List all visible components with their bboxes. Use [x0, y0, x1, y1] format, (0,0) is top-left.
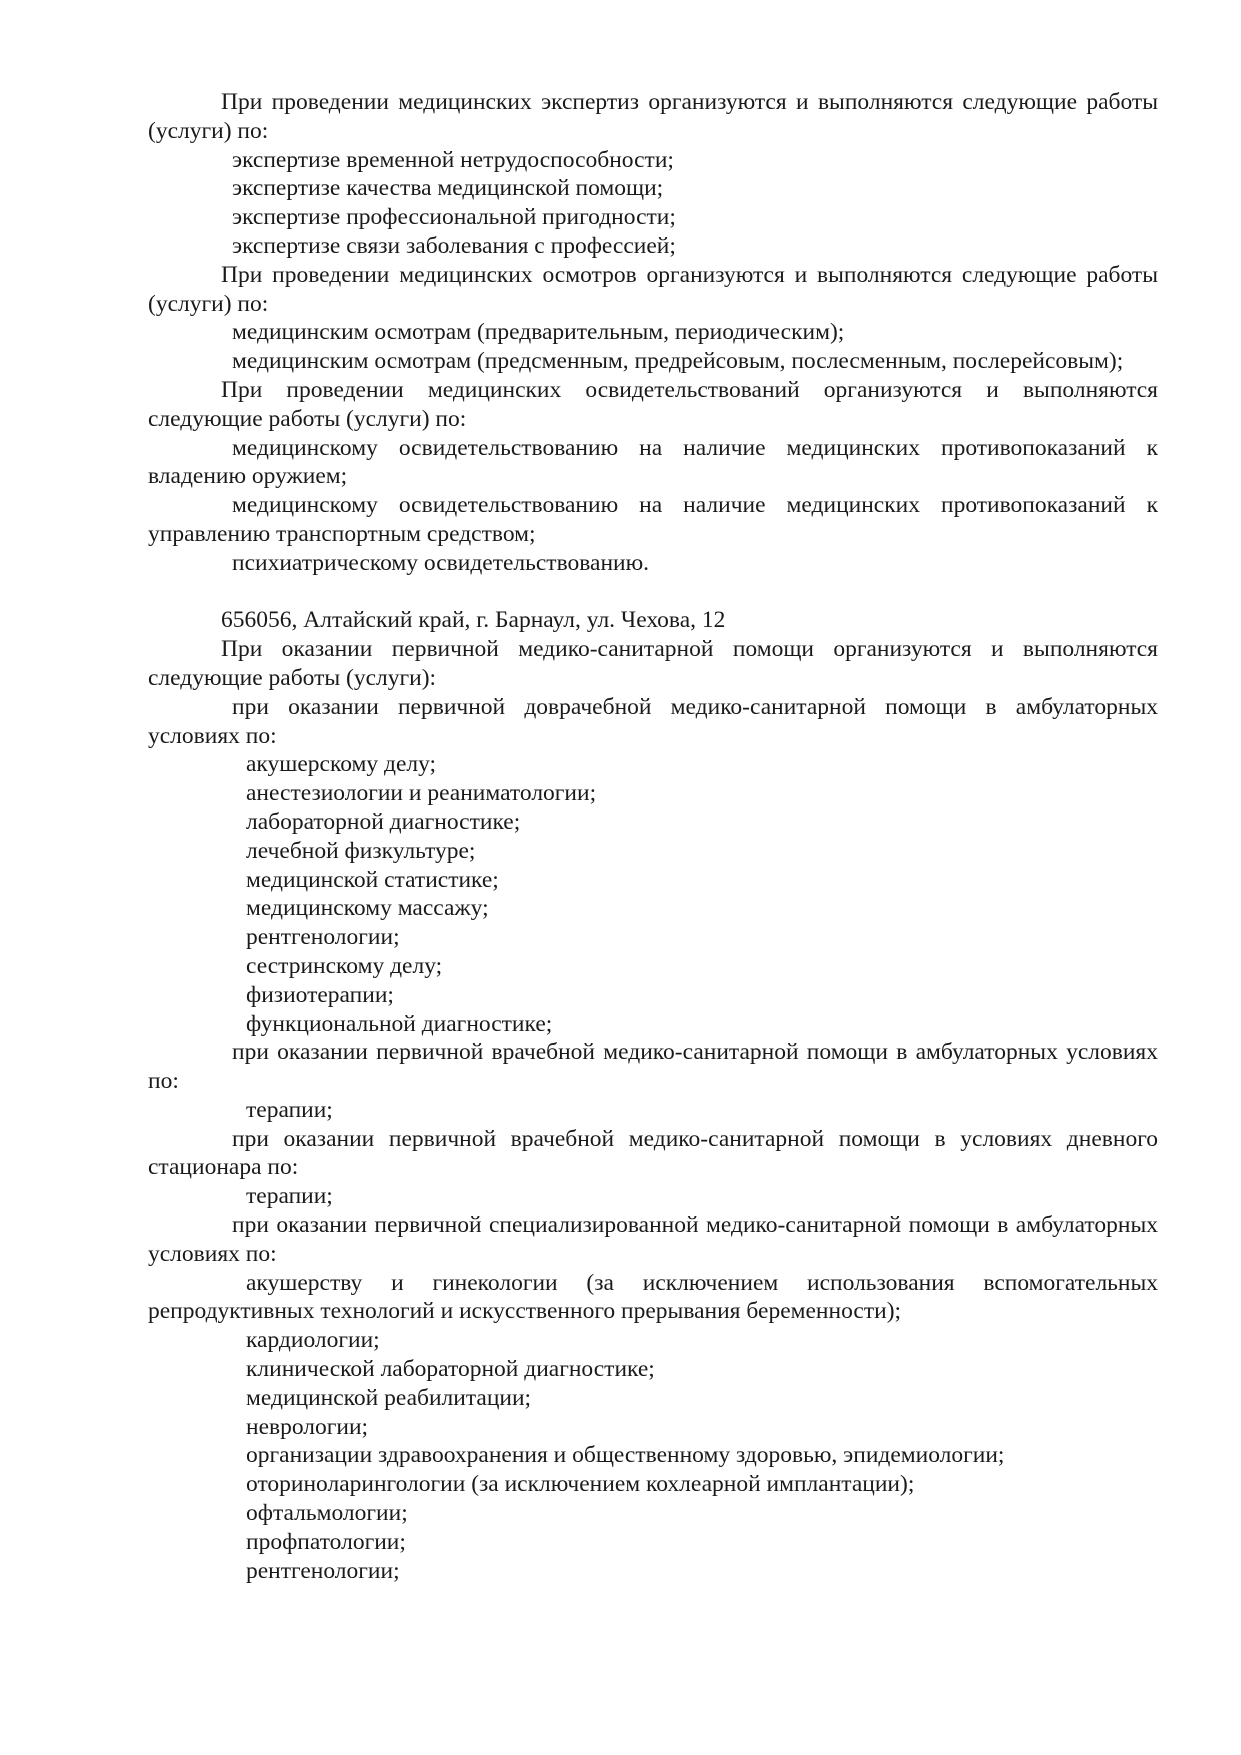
paragraph: медицинским осмотрам (предварительным, периодическим); [232, 319, 845, 346]
list-item: рентгенологии; [246, 1557, 400, 1584]
list-item: кардиологии; [246, 1327, 380, 1354]
list-item: неврологии; [246, 1413, 369, 1440]
paragraph: экспертизе качества медицинской помощи; [232, 175, 664, 202]
paragraph: 656056, Алтайский край, г. Барнаул, ул. Чехова, 12 [221, 607, 726, 634]
paragraph: при оказании первичной специализированной медико-санитарной помощи в амбулаторных условиях по: [148, 1212, 1158, 1267]
paragraph: медицинским осмотрам (предсменным, предрейсовым, послесменным, послерейсовым); [232, 348, 1124, 375]
list-item: медицинской реабилитации; [246, 1384, 532, 1411]
list-item: функциональной диагностике; [246, 1010, 553, 1037]
list-item: организации здравоохранения и общественному здоровью, эпидемиологии; [246, 1442, 1005, 1469]
blank-line [148, 578, 1158, 607]
list-item: профпатологии; [246, 1528, 406, 1555]
paragraph: при оказании первичной врачебной медико-санитарной помощи в амбулаторных условиях по: [148, 1039, 1158, 1095]
list-item: клинической лабораторной диагностике; [246, 1356, 655, 1383]
paragraph: экспертизе профессиональной пригодности; [232, 204, 676, 231]
list-item: лабораторной диагностике; [246, 808, 521, 835]
paragraph: медицинскому освидетельствованию на наличие медицинских противопоказаний к управлению транспортным средством; [148, 492, 1158, 547]
paragraph: При проведении медицинских осмотров организуются и выполняются следующие работы (услуги) по: [148, 261, 1158, 317]
list-item: лечебной физкультуре; [246, 837, 476, 864]
list-item: рентгенологии; [246, 924, 400, 951]
paragraph: экспертизе временной нетрудоспособности; [232, 146, 674, 173]
paragraph: При оказании первичной медико-санитарной помощи организуются и выполняются следующие работы (услуги): [148, 636, 1158, 691]
paragraph: при оказании первичной доврачебной медико-санитарной помощи в амбулаторных условиях по: [148, 693, 1158, 749]
paragraph: при оказании первичной врачебной медико-санитарной помощи в условиях дневного стационара по: [148, 1125, 1158, 1181]
list-item: медицинской статистике; [246, 866, 499, 893]
list-item: терапии; [246, 1183, 333, 1210]
list-item: акушерскому делу; [246, 751, 437, 778]
list-item: медицинскому массажу; [246, 895, 489, 922]
document-page [148, 88, 1158, 1585]
list-item: анестезиологии и реаниматологии; [246, 780, 597, 807]
list-item: сестринскому делу; [246, 952, 443, 979]
list-item: физиотерапии; [246, 981, 394, 1008]
paragraph: При проведении медицинских экспертиз организуются и выполняются следующие работы (услуги) по: [148, 89, 1158, 144]
list-item: оториноларингологии (за исключением кохлеарной имплантации); [246, 1471, 915, 1498]
paragraph: экспертизе связи заболевания с профессией; [232, 232, 676, 259]
paragraph: медицинскому освидетельствованию на наличие медицинских противопоказаний к владению оружием; [148, 434, 1158, 490]
paragraph: При проведении медицинских освидетельствований организуются и выполняются следующие работы (услуги) по: [148, 376, 1158, 432]
list-item: терапии; [246, 1096, 333, 1123]
list-item: офтальмологии; [246, 1500, 408, 1527]
paragraph: психиатрическому освидетельствованию. [232, 549, 650, 576]
list-item: акушерству и гинекологии (за исключением использования вспомогательных репродуктивных технологий и искусственного прерывания беременности); [148, 1269, 1158, 1325]
